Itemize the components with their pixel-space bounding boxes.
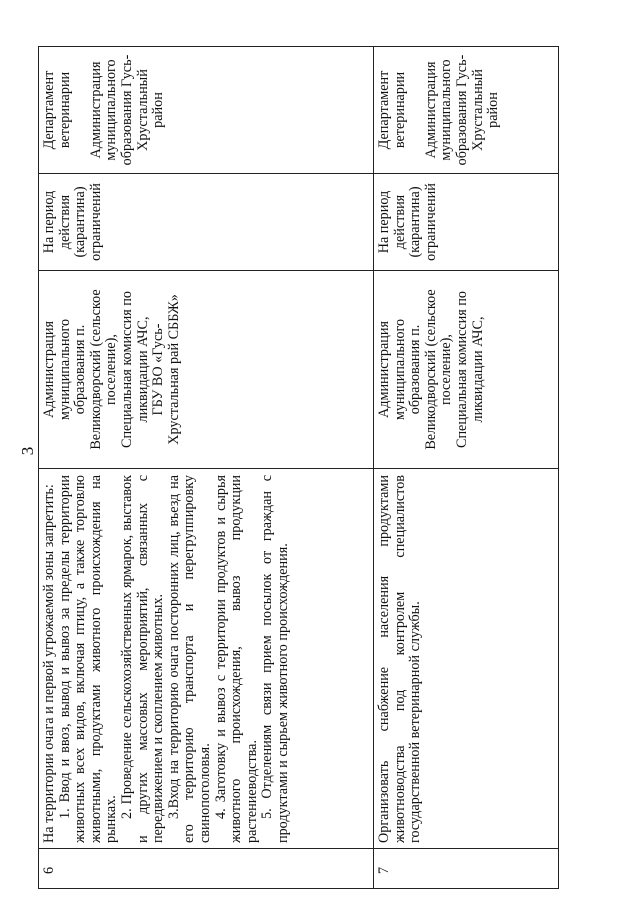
table-row [374, 47, 559, 889]
measure-cell [374, 469, 559, 849]
measure-item: 5. Отделениям связи прием посылок от граждан с продуктами и сырьем животного происхождения. [259, 475, 291, 843]
responsible-cell: Администрация муниципального образования п. Великодворский (сельское поселение), Специальная комиссия по ликвидации АЧС, ГБУ ВО «Гусь- Хрустальная рай СББЖ» [39, 271, 374, 469]
table-row [39, 47, 374, 889]
measures-table [38, 46, 559, 889]
controller-cell: Департамент ветеринарии Администрация муниципального образования Гусь- Хрустальный район [39, 47, 374, 174]
deadline-cell: На период действия (карантина) ограничений [39, 174, 374, 271]
row-number: 6 [39, 849, 374, 889]
measure-item: 3.Вход на территорию очага посторонних лиц, въезд на его территорию транспорта и перегруппировку свинопоголовья. [165, 475, 213, 843]
deadline-cell: На период действия (карантина) ограничений [374, 174, 559, 271]
measure-cell [39, 469, 374, 849]
page-number: 3 [18, 446, 37, 456]
measure-item: 2. Проведение сельскохозяйственных ярмарок, выставок и других массовых мероприятий, связанных с передвижением и скоплением животных. [118, 475, 167, 843]
row-number: 7 [374, 849, 559, 889]
measure-intro: На территории очага и первой угрожаемой зоны запретить: [41, 484, 57, 843]
measure-item: 4. Заготовку и вывоз с территории продуктов и сырья животного происхождения, вывоз продукции растениеводства. [212, 475, 260, 843]
measure-item: 1. Ввод и ввоз, вывод и вывоз за пределы территории животных всех видов, включая птицу, а также торговлю животными, продуктами животного происхождения на рынках. [56, 475, 120, 843]
responsible-cell: Администрация муниципального образования п. Великодворский (сельское поселение), Специальная комиссия по ликвидации АЧС, [374, 271, 559, 469]
controller-cell: Департамент ветеринарии Администрация муниципального образования Гусь- Хрустальный район [374, 47, 559, 174]
measure-intro: Организовать снабжение населения продуктами животноводства под контролем специалистов государственной ветеринарной службы. [376, 475, 424, 843]
